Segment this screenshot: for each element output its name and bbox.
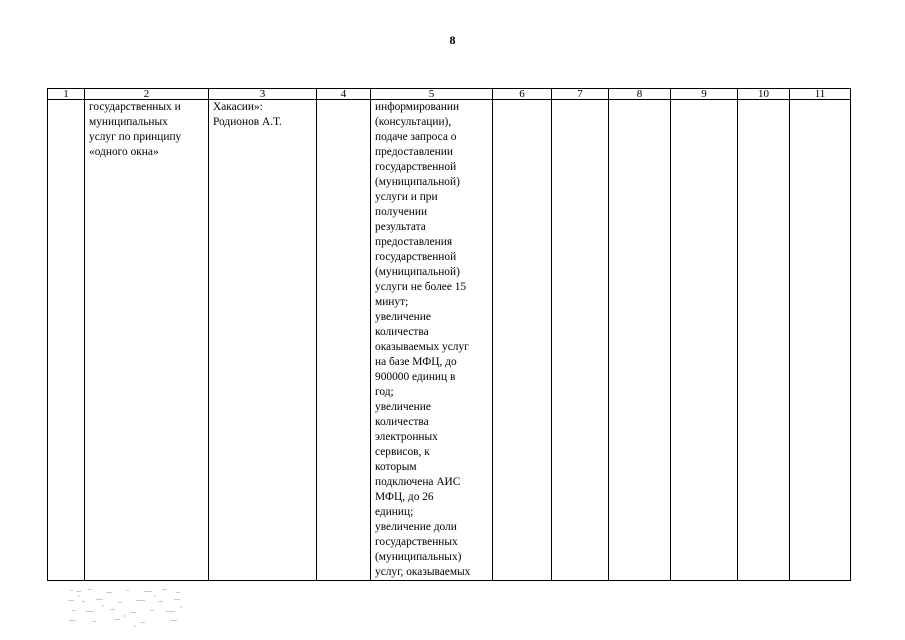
cell-col-4 <box>317 100 371 581</box>
document-table <box>47 88 851 581</box>
column-header-11: 11 <box>790 89 851 100</box>
column-header-10: 10 <box>738 89 790 100</box>
column-header-2: 2 <box>85 89 209 100</box>
cell-col-2 <box>85 100 209 581</box>
cell-col-1 <box>48 100 85 581</box>
cell-col-7 <box>552 100 609 581</box>
cell-text: информировании (консультации), подаче запроса о предоставлении государственной (муниципальной) услуги и при получении результата предоставления государственной (муниципальной) услуги не более 15 минут; увеличение количества оказываемых услуг на базе МФЦ, до 900000 единиц в год; увеличение количества электронных сервисов, к которым подключена АИС МФЦ, до 26 единиц; увеличение доли государственных (муниципальных) услуг, оказываемых <box>375 101 471 578</box>
cell-col-11 <box>790 100 851 581</box>
cell-col-3 <box>209 100 317 581</box>
cell-col-6 <box>493 100 552 581</box>
column-header-3: 3 <box>209 89 317 100</box>
column-header-8: 8 <box>609 89 671 100</box>
column-header-6: 6 <box>493 89 552 100</box>
cell-text: Хакасии»: Родионов А.Т. <box>213 101 282 128</box>
column-header-9: 9 <box>671 89 738 100</box>
table-row <box>48 100 851 581</box>
faint-stamp-mark <box>66 586 186 628</box>
cell-col-10 <box>738 100 790 581</box>
cell-col-8 <box>609 100 671 581</box>
table-header-row <box>48 89 851 100</box>
column-header-7: 7 <box>552 89 609 100</box>
column-header-5: 5 <box>371 89 493 100</box>
cell-col-5 <box>371 100 493 581</box>
cell-col-9 <box>671 100 738 581</box>
column-header-1: 1 <box>48 89 85 100</box>
page-number: 8 <box>449 33 456 47</box>
cell-text: государственных и муниципальных услуг по принципу «одного окна» <box>89 101 182 158</box>
column-header-4: 4 <box>317 89 371 100</box>
